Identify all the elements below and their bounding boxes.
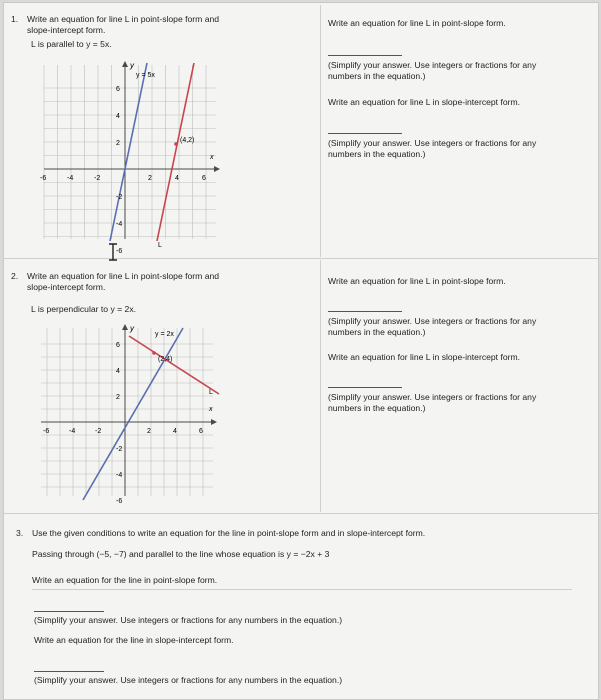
q1-point-slope-label: Write an equation for line L in point-slope form. bbox=[328, 18, 506, 28]
q1-slope-int-label: Write an equation for line L in slope-intercept form. bbox=[328, 97, 521, 107]
q3-prompt: Use the given conditions to write an equation for the line in point-slope form and in slope-intercept form. bbox=[32, 528, 426, 538]
q2-hint1-line2: numbers in the equation.) bbox=[328, 327, 426, 337]
q2-x-tick-label: 4 bbox=[173, 428, 177, 435]
q3-slope-int-answer[interactable] bbox=[34, 671, 104, 672]
q2-y-tick-label: 4 bbox=[116, 368, 120, 375]
q2-y-tick-label: 2 bbox=[116, 394, 120, 401]
q1-line-L bbox=[157, 63, 194, 241]
q1-x-tick-label: 6 bbox=[202, 175, 206, 182]
q2-hint2-line2: numbers in the equation.) bbox=[328, 403, 426, 413]
q1-point-marker bbox=[174, 142, 178, 146]
q1-y-tick-label: 6 bbox=[116, 86, 120, 93]
q2-hint1-line1: (Simplify your answer. Use integers or fractions for any bbox=[328, 316, 537, 326]
q1-prompt-line2: slope-intercept form. bbox=[27, 25, 106, 35]
q2-slope-int-answer[interactable] bbox=[328, 387, 402, 388]
q1-column-divider bbox=[320, 5, 321, 257]
q1-x-tick-label: -4 bbox=[67, 175, 74, 182]
worksheet-page bbox=[3, 2, 599, 700]
q2-point-marker bbox=[152, 351, 156, 355]
q3-point-slope-label: Write an equation for the line in point-slope form. bbox=[32, 575, 218, 585]
q1-prompt-line1: Write an equation for line L in point-slope form and bbox=[27, 14, 220, 24]
q1-y-axis-label: y bbox=[130, 61, 134, 70]
q2-y-tick-label: -2 bbox=[116, 446, 123, 453]
q1-graph bbox=[40, 55, 226, 255]
q3-number: 3. bbox=[16, 528, 24, 538]
q2-x-axis-label: x bbox=[209, 406, 213, 413]
q2-y-tick-label: 6 bbox=[116, 342, 120, 349]
q1-y-tick-label: -4 bbox=[116, 221, 123, 228]
q1-graph-svg bbox=[40, 55, 226, 255]
q2-point-slope-answer[interactable] bbox=[328, 311, 402, 312]
q2-y-tick-label: -4 bbox=[116, 472, 123, 479]
q2-x-tick-label: -6 bbox=[43, 428, 50, 435]
q1-y-axis-arrow bbox=[122, 61, 128, 67]
q3-slope-int-label: Write an equation for the line in slope-intercept form. bbox=[34, 635, 234, 645]
q1-hint2-line1: (Simplify your answer. Use integers or fractions for any bbox=[328, 138, 537, 148]
q2-graph bbox=[37, 318, 223, 503]
q2-x-tick-label: 2 bbox=[147, 428, 151, 435]
q1-y-tick-label: 2 bbox=[116, 140, 120, 147]
q1-point-label: (4,2) bbox=[180, 137, 195, 144]
q2-condition: L is perpendicular to y = 2x. bbox=[31, 304, 137, 314]
q1-bottom-divider bbox=[4, 258, 598, 259]
q1-x-tick-label: -2 bbox=[94, 175, 101, 182]
q1-line-y5x-label: y = 5x bbox=[136, 72, 155, 79]
q1-hint1-line1: (Simplify your answer. Use integers or fractions for any bbox=[328, 60, 537, 70]
q2-number: 2. bbox=[11, 271, 19, 281]
q1-slope-int-answer[interactable] bbox=[328, 133, 402, 134]
q2-point-slope-label: Write an equation for line L in point-slope form. bbox=[328, 276, 506, 286]
q3-condition: Passing through (−5, −7) and parallel to the line whose equation is y = −2x + 3 bbox=[32, 549, 330, 559]
q1-point-slope-answer[interactable] bbox=[328, 55, 402, 56]
q1-x-tick-label: 2 bbox=[148, 175, 152, 182]
q2-x-tick-label: 6 bbox=[199, 428, 203, 435]
q2-prompt-line1: Write an equation for line L in point-slope form and bbox=[27, 271, 220, 281]
q1-hint1-line2: numbers in the equation.) bbox=[328, 71, 426, 81]
q1-x-axis-label: x bbox=[210, 154, 214, 161]
q2-column-divider bbox=[320, 260, 321, 512]
q3-hint1: (Simplify your answer. Use integers or fractions for any numbers in the equation.) bbox=[34, 615, 343, 625]
q2-y-axis-label: y bbox=[130, 324, 134, 333]
q2-x-tick-label: -4 bbox=[69, 428, 76, 435]
q2-bottom-divider bbox=[4, 513, 598, 514]
q2-x-tick-label: -2 bbox=[95, 428, 102, 435]
q1-condition: L is parallel to y = 5x. bbox=[31, 39, 112, 49]
q1-line-L-label: L bbox=[158, 242, 162, 249]
q1-y-tick-label: -6 bbox=[116, 248, 123, 255]
q2-slope-int-label: Write an equation for line L in slope-intercept form. bbox=[328, 352, 521, 362]
q1-hint2-line2: numbers in the equation.) bbox=[328, 149, 426, 159]
q2-hint2-line1: (Simplify your answer. Use integers or fractions for any bbox=[328, 392, 537, 402]
q3-label-underline bbox=[32, 589, 572, 590]
q2-prompt-line2: slope-intercept form. bbox=[27, 282, 106, 292]
q3-point-slope-answer[interactable] bbox=[34, 611, 104, 612]
q1-y-tick-label: 4 bbox=[116, 113, 120, 120]
q1-x-axis-arrow bbox=[214, 166, 220, 172]
q2-x-axis-arrow bbox=[211, 419, 217, 425]
text-cursor-icon bbox=[107, 243, 119, 266]
q2-point-label: (2,4) bbox=[158, 356, 173, 363]
q1-number: 1. bbox=[11, 14, 19, 24]
q3-hint2: (Simplify your answer. Use integers or fractions for any numbers in the equation.) bbox=[34, 675, 343, 685]
q1-x-tick-label: -6 bbox=[40, 175, 47, 182]
q2-line-L-label: L bbox=[209, 389, 213, 396]
q2-graph-svg bbox=[37, 318, 223, 503]
q2-y-axis-arrow bbox=[122, 324, 128, 330]
q2-y-tick-label: -6 bbox=[116, 498, 123, 505]
q2-line-y2x-label: y = 2x bbox=[155, 331, 174, 338]
q1-x-tick-label: 4 bbox=[175, 175, 179, 182]
q1-y-tick-label: -2 bbox=[116, 194, 123, 201]
